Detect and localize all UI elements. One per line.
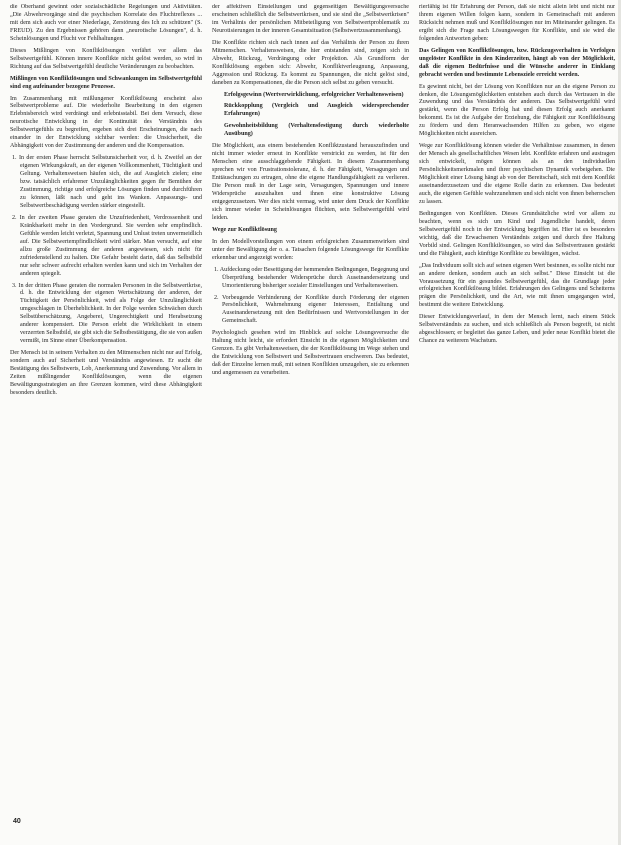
paragraph: Bedingungen von Konflikten. Dieses Grundsätzliche wird vor allem zu beachten, wenn es sich um Kind und Jugendliche handelt, deren Selbstwertgefühl noch in der Entwicklung begriffen ist. Hier ist es besonders wichtig, daß die Erwachsenen Verständnis zeigen und durch ihre Haltung Vorbild sind. Gelingen Konfliktlösungen, so wird das Selbstvertrauen gestärkt und die Fähigkeit, auch künftige Konflikte zu bewältigen, wächst.	[419, 210, 615, 257]
definition-item: Erfolgsgewinn (Wertverwirklichung, erfolgreicher Verhaltensweisen)	[224, 91, 404, 98]
list-item: 1. In der ersten Phase herrscht Selbstunsicherheit vor, d. h. Zweifel an der eigenen Wirkungskraft, an der eigenen Vollkommenheit, Tüchtigkeit und Geltung. Verhaltensweisen häufen sich, die auf Ausgleich zielen; eine bzw. tatsächlich erfahrener Unzulänglichkeiten gegen ihr Bemühen der Zustimmung, richtige und erfolgreiche Lösungen finden und durchführen zu können, läßt nach und geht ins Wanken. Anpassungs- und Selbstwertbeschädigung werden stärker eingestellt.	[12, 155, 202, 209]
list-item: 2. Vorbeugende Verhinderung der Konflikte durch Förderung der eigenen Persönlichkeit, Wahrnehmung eigener Interessen, Entfaltung und Auseinandersetzung mit den Bedürfnissen und Wertvorstellungen in der Gemeinschaft.	[214, 294, 409, 325]
list-item: 3. In der dritten Phase geraten die normalen Personen in die Selbstwertkrise, d. h. die Entwicklung der eigenen Wertschätzung der anderen, der Tüchtigkeit der Persönlichkeit, wird als Folge der Unzulänglichkeit umgeschlagen in Überheblichkeit. In der Folge werden Schwächen durch Selbstüberschätzung, Angeberei, Ungerechtigkeit und Herabsetzung anderer kompensiert. Die Person erlebt die Wirklichkeit in einem verzerrten Selbstbild, sie gibt sich die Selbstbestätigung, die sie von außen vermißt, im Sinne einer Überkompensation.	[12, 282, 202, 345]
paragraph: „Das Individuum sollt sich auf seinen eigenen Wert besinnen, es sollte nicht nur an andere denken, sondern auch an sich selbst." Diese Einsicht ist die Voraussetzung für ein gesundes Selbstwertgefühl, das die Grundlage jeder erfolgreichen Konfliktlösung bildet. Erfahrungen des Gelingens und Scheiterns prägen die Persönlichkeit, und die Art, wie mit ihnen umgegangen wird, bestimmt die weitere Entwicklung.	[419, 262, 615, 309]
paragraph: Die Konflikte richten sich nach innen auf das Verhältnis der Person zu ihren Mitmenschen. Verhaltensweisen, die hier entstanden sind, zeigen sich in Abwehr, Rückzug, Verdrängung oder Projektion. Als Grundform der Konfliktlösung ergeben sich: Abwehr, Konfliktverleugnung, Anpassung, Aggression und Rückzug. Es kommt zu Spannungen, die nicht gelöst sind, daneben zu Kompensationen, die die Person sich selbst zu geben versucht.	[212, 39, 409, 86]
paragraph: der affektiven Einstellungen und gegenseitigen Bewältigungsversuche erscheinen schließlich die Selbstwertkrisen, und sie sind die „Selbstwertkrisen" im Verhältnis der persönlichen Mitbeteiligung von Selbstwertproblematik zu Neurotisierungen in der inneren Gesamtsituation (Selbstwertzusammenhang).	[212, 4, 409, 34]
paragraph: Die Möglichkeit, aus einem bestehenden Konfliktzustand herauszufinden und nicht immer wieder erneut in Konflikte verstrickt zu werden, ist für den Menschen eine ausschlaggebende Fähigkeit. In diesem Zusammenhang sprechen wir von Frustrationstoleranz, d. h. der Fähigkeit, Versagungen und Enttäuschungen zu ertragen, ohne die eigene Handlungsfähigkeit zu verlieren. Die Person muß in der Lage sein, Versagungen, Spannungen und innere Widersprüche auszuhalten und ihnen eine konstruktive Lösung entgegenzusetzen. Wer dies nicht vermag, wird unter dem Druck der Konflikte sich immer wieder in Scheinlösungen flüchten, sein Selbstwertgefühl wird leiden.	[212, 143, 409, 221]
column-2	[212, 4, 409, 816]
page-number: 40	[13, 818, 21, 825]
paragraph: In den Modellvorstellungen von einem erfolgreichen Zusammenwirken sind unter der Bewältigung der o. a. Tatsachen folgende Lösungswege für Konflikte erkennbar und angezeigt worden:	[212, 238, 409, 261]
paragraph: rierfähig ist für Erfahrung der Person, daß sie nicht allein lebt und nicht nur ihrem eigenen Willen folgen kann, sondern in Gemeinschaft mit anderen Rücksicht nehmen muß und Konfliktlösungen nur im Miteinander gelingen. Es ergibt sich die Frage nach Lösungswegen für Konflikte, und sie wird die folgenden Antworten geben:	[419, 4, 615, 42]
list-item: 1. Aufdeckung oder Beseitigung der hemmenden Bedingungen, Begegnung und Überprüfung bestehender Widersprüche durch Auseinandersetzung und Umorientierung bisheriger sozialer Einstellungen und Verhaltensweisen.	[214, 266, 409, 289]
definition-item: Gewohnheitsbildung (Verhaltensfestigung durch wiederholte Ausübung)	[224, 123, 409, 138]
paragraph: Der Mensch ist in seinem Verhalten zu den Mitmenschen nicht nur auf Erfolg, sondern auch auf Sicherheit und Verständnis angewiesen. Er sucht die Bestätigung des Selbstwerts, Lob, Anerkennung und Zuwendung. Vor allem in Zeiten mißlingender Konfliktlösungen, wenn die eigenen Bewältigungsstrategien an ihre Grenzen kommen, wird diese Abhängigkeit besonders deutlich.	[10, 350, 202, 396]
paragraph: Psychologisch gesehen wird im Hinblick auf solche Lösungsversuche die Haltung nicht leicht, sie erfordert Einsicht in die eigenen Möglichkeiten und Grenzen. Es gibt Verhaltensweisen, die der Konfliktlösung im Wege stehen und die Entwicklung von Selbstwert und Selbstvertrauen erschweren. Das bedeutet, daß der Einzelne lernen muß, mit seinen Konflikten umzugehen, sie zu erkennen und angemessen zu verarbeiten.	[212, 330, 409, 377]
text-columns	[10, 4, 615, 816]
paragraph: Dieser Entwicklungsverlauf, in dem der Mensch lernt, nach einem Stück Selbstverständnis zu suchen, und sich schließlich als Person begreift, ist nicht abgeschlossen; er begleitet das ganze Leben, und jeder neue Konflikt bietet die Chance zu weiterem Wachstum.	[419, 314, 615, 345]
highlight-paragraph: Das Gelingen von Konfliktlösungen, bzw. Rückzugsverhalten in Verfolgen ungelöster Konflikte in den Kinderzeiten, hängt ab von der Möglichkeit, daß die eigenen Bedürfnisse und die Wünsche anderer in Einklang gebracht werden und bestimmte Lebensziele erreicht werden.	[419, 47, 615, 78]
list-item: 2. In der zweiten Phase geraten die Unzufriedenheit, Verdrossenheit und Kränkbarkeit mehr in den Vordergrund. Sie werden sehr empfindlich. Gefühle werden leicht verletzt, Spannung und Unlust treten unvermeidlich auf. Die Selbstwertempfindlichkeit wird stärker. Man versucht, auf eine allzu große Zustimmung der anderen angewiesen, sich nicht für zufriedenstellend zu halten. Die Gefahr besteht darin, daß das Selbstbild nur sehr schwer aufrecht erhalten werden kann und sich im Verhalten der anderen spiegelt.	[12, 214, 202, 277]
paragraph: die Oberhand gewinnt oder sozialschädliche Regelungen und Aktivitäten. „Die Abwehrvorgänge sind die psychischen Korrelate des Fluchtreflexes ... mit dem sich auch vor einer Niederlage, Zerstörung des Ich zu schützen" (S. FREUD). Zu den Ergebnissen gehören dann „neurotische Lösungen", d. h. Scheinlösungen und Flucht vor Fehlhaltungen.	[10, 4, 202, 42]
paragraph: Dieses Mißlingen von Konfliktlösungen verfährt vor allem das Selbstwertgefühl. Können innere Konflikte nicht gelöst werden, so wird in Richtung auf das Selbstwertgefühl deutliche Veränderungen zu beobachten.	[10, 47, 202, 70]
column-1	[10, 4, 202, 816]
column-3	[419, 4, 615, 816]
definition-item: Rückkopplung (Vergleich und Ausgleich widersprechender Erfahrungen)	[224, 103, 409, 118]
paragraph: Im Zusammenhang mit mißlungener Konfliktlösung erscheint also Selbstwertprobleme auf. Die wiederholte Bearbeitung in den eigenen Erlebnisbereich wird verdrängt und erlebnisstabil. Bei dem Versuch, diese neurotische Entwicklung in der Kontinuität des Verständnis des Selbstwertgefühls zu begreifen, ergeben sich drei Erscheinungen, die nach einander in der Entwicklung sichtbar werden: die Unsicherheit, die Abhängigkeit von der Zustimmung der anderen und die Kompensation.	[10, 95, 202, 150]
highlight-paragraph: Mißlingen von Konfliktlösungen und Schwankungen im Selbstwertgefühl sind eng aufeinander bezogene Prozesse.	[10, 75, 202, 90]
paragraph: Es gewinnt nicht, bei der Lösung von Konflikten nur an die eigene Person zu denken, die Lösungsmöglichkeiten entstehen auch durch das Vertrauen in die Zuwendung und das Verständnis der anderen. Das Selbstwertgefühl wird gestärkt, wenn die Person Erfolg hat und diesen Erfolg auch anerkannt bekommt. Es ist die Aufgabe der Erziehung, die Fähigkeit zur Konfliktlösung zu fördern und dem Heranwachsenden Hilfen zu geben, wo eigene Möglichkeiten nicht ausreichen.	[419, 83, 615, 138]
paragraph: Wege zur Konfliktlösung können wieder die Verhältnisse zusammen, in denen der Mensch als gesellschaftliches Wesen lebt. Konflikte erfahren und austragen sich entwickelt, mögen können als an den individuellen Persönlichkeitsmerkmalen und ihrer psychischen Dynamik vorbeigehen. Die Möglichkeit einer Lösung hängt ab von der Bereitschaft, sich mit dem Konflikt auseinanderzusetzen und die eigene Rolle darin zu erkennen. Das bedeutet auch, die eigenen Gefühle wahrzunehmen und sich nicht von ihnen beherrschen zu lassen.	[419, 143, 615, 205]
section-heading: Wege zur Konfliktlösung	[212, 226, 277, 233]
